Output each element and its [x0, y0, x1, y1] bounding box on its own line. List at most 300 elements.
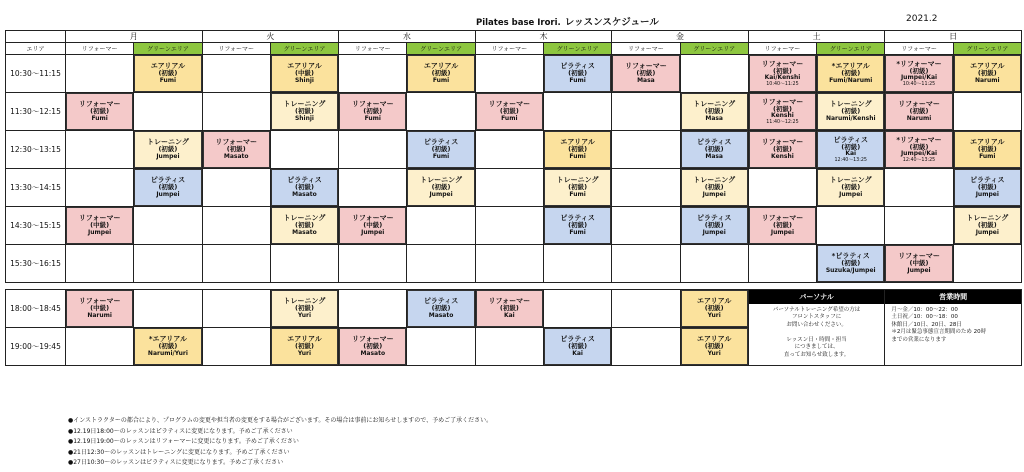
schedule-cell [680, 245, 748, 283]
lesson-block [407, 131, 474, 168]
lesson-instructor: Jumpei [88, 228, 112, 236]
lesson-instructor: Kai/Kenshi [764, 74, 801, 82]
lesson-block [407, 290, 474, 327]
lesson-name: *リフォーマー [896, 59, 942, 68]
schedule-cell [817, 169, 885, 207]
lesson-name: リフォーマー [351, 214, 394, 223]
personal-box [748, 290, 885, 366]
schedule-cell [339, 55, 407, 93]
lesson-block [134, 55, 201, 92]
lesson-level: (初級) [704, 221, 724, 230]
lesson-level: (初級) [909, 107, 929, 116]
schedule-cell [817, 55, 885, 93]
lesson-name: リフォーマー [78, 297, 121, 306]
lesson-block [66, 290, 133, 327]
lesson-level: (初級) [977, 221, 997, 230]
lesson-name: リフォーマー [898, 100, 940, 109]
personal-line [751, 329, 883, 336]
lesson-block [681, 93, 748, 130]
lesson-instructor: Narumi [906, 114, 932, 122]
lesson-name: エアリアル [423, 62, 459, 71]
lesson-block [544, 207, 611, 244]
schedule-cell [407, 207, 475, 245]
lesson-name: エアリアル [970, 138, 1005, 147]
schedule-cell [680, 55, 748, 93]
lesson-level: (中級) [295, 69, 314, 78]
area-green: グリーンエリア [817, 43, 885, 55]
lesson-instructor: Fumi [432, 152, 450, 160]
lesson-instructor: Masato [428, 311, 454, 319]
area-reformer: リフォーマー [202, 43, 270, 55]
corner-cell [6, 31, 66, 43]
time-label: 18:00〜18:45 [6, 290, 66, 328]
lesson-block [817, 55, 884, 92]
schedule-cell [339, 328, 407, 366]
lesson-name: ピラティス [696, 138, 732, 147]
schedule-cell [748, 55, 816, 93]
lesson-level: (初級) [841, 69, 861, 78]
lesson-level: (中級) [363, 221, 383, 230]
schedule-cell [543, 328, 611, 366]
time-row [6, 131, 1022, 169]
day-header: 土 [748, 31, 885, 43]
lesson-block [476, 290, 543, 327]
area-reformer: リフォーマー [66, 43, 134, 55]
time-row [6, 169, 1022, 207]
lesson-level: (初級) [704, 304, 724, 313]
lesson-instructor: Jumpei [839, 190, 863, 198]
lesson-instructor: Fumi [569, 190, 586, 198]
schedule-cell [66, 131, 134, 169]
lesson-block [681, 207, 748, 244]
lesson-level: (初級) [568, 145, 588, 154]
lesson-name: ピラティス [287, 176, 322, 185]
lesson-block [134, 131, 201, 168]
schedule-cell [134, 290, 202, 328]
schedule-cell [339, 290, 407, 328]
lesson-name: リフォーマー [898, 252, 940, 261]
lesson-instructor: Fumi [91, 114, 108, 122]
schedule-cell [202, 245, 270, 283]
lesson-name: リフォーマー [761, 59, 804, 68]
lesson-level: (初級) [295, 342, 314, 351]
schedule-cell [66, 169, 134, 207]
lesson-instructor: Kai [503, 311, 515, 319]
lesson-instructor: Masa [705, 152, 723, 160]
schedule-cell [817, 131, 885, 169]
area-green: グリーンエリア [953, 43, 1021, 55]
lesson-instructor: Narumi [974, 76, 1000, 84]
area-label: エリア [6, 43, 66, 55]
schedule-cell [339, 207, 407, 245]
schedule-cell [953, 245, 1021, 283]
lesson-instructor: Shinji [294, 114, 314, 122]
lesson-instructor: Masato [292, 228, 317, 236]
lesson-level: (初級) [431, 304, 451, 313]
area-reformer: リフォーマー [475, 43, 543, 55]
lesson-instructor: Fumi [501, 114, 518, 122]
lesson-block [203, 131, 270, 168]
lesson-instructor: Fumi [364, 114, 381, 122]
day-header: 金 [612, 31, 749, 43]
lesson-name: リフォーマー [625, 62, 667, 71]
lesson-block [66, 93, 133, 130]
lesson-level: (初級) [363, 342, 383, 351]
area-reformer: リフォーマー [748, 43, 816, 55]
personal-line: 直ってお知らせ致します。 [783, 351, 850, 358]
lesson-name: リフォーマー [351, 100, 394, 109]
lesson-instructor: Jumpei [156, 190, 180, 198]
schedule-cell [612, 245, 680, 283]
schedule-cell [612, 55, 680, 93]
lesson-name: エアリアル [150, 62, 186, 71]
schedule-cell [475, 328, 543, 366]
schedule-cell [407, 131, 475, 169]
schedule-cell [885, 207, 953, 245]
lesson-level: (初級) [568, 221, 588, 230]
lesson-level: (初級) [295, 304, 314, 313]
lesson-level: (初級) [158, 342, 178, 351]
personal-line: につきましては、 [794, 344, 839, 351]
lesson-name: *エアリアル [148, 335, 187, 344]
lesson-instructor: Narumi/Yuri [147, 349, 188, 357]
lesson-instructor: Shinji [294, 76, 314, 84]
schedule-title: Pilates base Irori. レッスンスケジュール [476, 17, 659, 28]
lesson-name: エアリアル [696, 297, 732, 306]
lesson-level: (初級) [90, 107, 110, 116]
schedule-cell [270, 207, 338, 245]
lesson-instructor: Jumpei [975, 228, 999, 236]
lesson-block [885, 55, 952, 92]
schedule-cell [270, 55, 338, 93]
lesson-instructor: Jumpei [975, 190, 999, 198]
lesson-level: (初級) [772, 66, 792, 75]
time-row [6, 290, 1022, 328]
schedule-cell [407, 169, 475, 207]
gap-cell [6, 283, 1022, 290]
lesson-level: (初級) [772, 104, 792, 113]
time-row [6, 93, 1022, 131]
schedule-cell [543, 169, 611, 207]
lesson-instructor: Suzuka/Jumpei [825, 266, 876, 274]
lesson-level: (初級) [841, 183, 861, 192]
schedule-cell [270, 328, 338, 366]
schedule-cell [612, 207, 680, 245]
area-reformer: リフォーマー [612, 43, 680, 55]
lesson-block [954, 207, 1021, 244]
area-header-row [6, 43, 1022, 55]
lesson-instructor: Jumpei [702, 190, 726, 198]
lesson-level: (初級) [431, 69, 451, 78]
day-header: 水 [339, 31, 476, 43]
day-header: 月 [66, 31, 203, 43]
lesson-level: (初級) [841, 107, 861, 116]
lesson-level: (初級) [704, 342, 724, 351]
lesson-instructor: Yuri [707, 349, 721, 357]
lesson-name: トレーニング [420, 176, 462, 185]
schedule-cell [885, 245, 953, 283]
lesson-name: リフォーマー [351, 335, 394, 344]
lesson-level: (初級) [431, 183, 451, 192]
lesson-name: リフォーマー [761, 138, 804, 147]
lesson-instructor: Kai [572, 349, 583, 357]
lesson-name: トレーニング [146, 138, 189, 147]
note-line: ●12.19日18:00〜のレッスンはピラティスに変更になります。予めご了承ください [68, 427, 293, 435]
lesson-block [681, 328, 748, 365]
schedule-cell [407, 55, 475, 93]
lesson-level: (中級) [90, 221, 110, 230]
schedule-cell [475, 93, 543, 131]
schedule-cell [202, 131, 270, 169]
lesson-block [817, 169, 884, 206]
lesson-level: (初級) [295, 107, 314, 116]
lesson-instructor: Jumpei/Kai [900, 74, 938, 82]
schedule-cell [953, 55, 1021, 93]
lesson-level: (初級) [977, 145, 997, 154]
lesson-name: ピラティス [423, 297, 459, 306]
lesson-level: (初級) [499, 107, 519, 116]
schedule-cell [134, 131, 202, 169]
area-green: グリーンエリア [134, 43, 202, 55]
lesson-name: トレーニング [556, 176, 599, 185]
lesson-name: エアリアル [970, 62, 1005, 71]
day-header: 火 [202, 31, 339, 43]
lesson-level: (初級) [841, 259, 861, 268]
lesson-level: (中級) [90, 304, 110, 313]
lesson-instructor: Narumi/Kenshi [825, 114, 876, 122]
lesson-block [271, 207, 338, 244]
schedule-cell [475, 131, 543, 169]
area-reformer: リフォーマー [885, 43, 953, 55]
note-line: ●27日10:30〜のレッスンはピラティスに変更になります。予めご了承ください [68, 459, 284, 466]
time-row [6, 245, 1022, 283]
time-label: 14:30〜15:15 [6, 207, 66, 245]
hours-box [885, 290, 1022, 366]
schedule-cell [953, 93, 1021, 131]
schedule-cell [202, 290, 270, 328]
schedule-cell [66, 245, 134, 283]
lesson-instructor: Fumi/Narumi [829, 76, 873, 84]
lesson-name: ピラティス [560, 335, 595, 344]
lesson-name: エアリアル [287, 335, 322, 344]
lesson-name: トレーニング [966, 214, 1009, 223]
lesson-instructor: Masato [292, 190, 317, 198]
schedule-cell [66, 328, 134, 366]
personal-line: パーソナルトレーニング希望の方は [772, 307, 861, 313]
lesson-level: (初級) [909, 142, 929, 151]
lesson-instructor: Masa [637, 76, 655, 84]
schedule-cell [475, 290, 543, 328]
hours-line: 月〜金／10：00〜22：00 [891, 307, 958, 313]
time-label: 12:30〜13:15 [6, 131, 66, 169]
lesson-instructor: Yuri [297, 311, 312, 319]
lesson-block [66, 207, 133, 244]
schedule-cell [680, 290, 748, 328]
lesson-instructor: Masato [360, 349, 386, 357]
schedule-cell [953, 207, 1021, 245]
lesson-time-note: 10:40〜11:25 [766, 81, 799, 87]
lesson-block [339, 328, 406, 365]
lesson-block [885, 93, 952, 130]
lesson-name: ピラティス [970, 176, 1005, 185]
lesson-name: ピラティス [560, 214, 595, 223]
lesson-name: リフォーマー [761, 97, 804, 106]
lesson-block [271, 290, 338, 327]
personal-text [749, 304, 885, 362]
lesson-block [954, 55, 1021, 92]
area-green: グリーンエリア [270, 43, 338, 55]
lesson-block [749, 93, 816, 130]
lesson-name: ピラティス [833, 135, 868, 144]
hours-line: 休館日／10日、20日、28日 [891, 321, 962, 328]
lesson-instructor: Jumpei [702, 228, 726, 236]
hours-line: 土日祝／10：00〜18：00 [891, 314, 958, 321]
lesson-level: (初級) [226, 145, 246, 154]
lesson-block [681, 131, 748, 168]
lesson-name: エアリアル [287, 62, 322, 71]
personal-line: フロントスタッフに [791, 314, 842, 321]
time-label: 13:30〜14:15 [6, 169, 66, 207]
schedule-cell [680, 207, 748, 245]
area-reformer: リフォーマー [339, 43, 407, 55]
time-label: 19:00〜19:45 [6, 328, 66, 366]
time-label: 15:30〜16:15 [6, 245, 66, 283]
lesson-name: トレーニング [283, 100, 326, 109]
hours-title: 営業時間 [885, 290, 1021, 304]
lesson-level: (初級) [977, 69, 997, 78]
schedule-cell [66, 55, 134, 93]
lesson-block [749, 131, 816, 168]
lesson-level: (初級) [568, 183, 588, 192]
schedule-cell [270, 131, 338, 169]
schedule-cell [543, 93, 611, 131]
schedule-cell [270, 169, 338, 207]
area-green: グリーンエリア [543, 43, 611, 55]
lesson-level: (初級) [158, 145, 178, 154]
schedule-cell [66, 93, 134, 131]
schedule-cell [202, 93, 270, 131]
area-green: グリーンエリア [680, 43, 748, 55]
lesson-block [544, 169, 611, 206]
lesson-instructor: Kai [845, 150, 857, 158]
lesson-instructor: Fumi [979, 152, 996, 160]
schedule-cell [475, 55, 543, 93]
lesson-block [954, 131, 1021, 168]
lesson-instructor: Jumpei [770, 228, 795, 236]
lesson-block [339, 93, 406, 130]
lesson-level: (初級) [158, 69, 178, 78]
lesson-instructor: Jumpei/Kai [900, 150, 938, 158]
schedule-cell [270, 93, 338, 131]
lesson-instructor: Fumi [569, 228, 586, 236]
hours-line: ＊2月は緊急事態宣言期間のため 20時 [891, 329, 987, 336]
lesson-level: (初級) [841, 142, 861, 151]
schedule-cell [748, 169, 816, 207]
lesson-level: (初級) [909, 66, 929, 75]
day-header: 木 [475, 31, 612, 43]
lesson-block [817, 131, 884, 168]
time-row [6, 207, 1022, 245]
lesson-block [544, 55, 611, 92]
time-label: 11:30〜12:15 [6, 93, 66, 131]
lesson-block [885, 245, 952, 282]
schedule-cell [612, 131, 680, 169]
schedule-cell [134, 55, 202, 93]
schedule-cell [748, 245, 816, 283]
lesson-instructor: Yuri [297, 349, 312, 357]
schedule-cell [543, 245, 611, 283]
lesson-block [271, 328, 338, 365]
lesson-name: リフォーマー [215, 138, 258, 147]
lesson-instructor: Fumi [432, 76, 450, 84]
schedule-cell [612, 290, 680, 328]
lesson-level: (初級) [704, 107, 724, 116]
schedule-cell [475, 245, 543, 283]
lesson-name: リフォーマー [488, 297, 531, 306]
area-green: グリーンエリア [407, 43, 475, 55]
schedule-cell [817, 93, 885, 131]
personal-title: パーソナル [749, 290, 885, 304]
schedule-cell [612, 169, 680, 207]
lesson-name: トレーニング [693, 100, 736, 109]
lesson-level: (初級) [363, 107, 383, 116]
schedule-cell [680, 93, 748, 131]
lesson-level: (初級) [431, 145, 451, 154]
lesson-block [134, 328, 201, 365]
schedule-cell [202, 328, 270, 366]
schedule-cell [748, 207, 816, 245]
lesson-block [339, 207, 406, 244]
schedule-date: 2021.2 [906, 14, 938, 24]
lesson-instructor: Kenshi [771, 112, 794, 120]
schedule-cell [66, 290, 134, 328]
lesson-instructor: Fumi [569, 76, 586, 84]
schedule-cell [339, 93, 407, 131]
lesson-instructor: Kenshi [771, 152, 794, 160]
lesson-instructor: Yuri [707, 311, 721, 319]
schedule-cell [202, 169, 270, 207]
lesson-name: ピラティス [150, 176, 186, 185]
lesson-name: *エアリアル [831, 62, 870, 71]
lesson-block [749, 55, 816, 92]
schedule-cell [407, 328, 475, 366]
lesson-time-note: 11:40〜12:25 [766, 119, 799, 125]
lesson-instructor: Jumpei [429, 190, 453, 198]
lesson-name: ピラティス [696, 214, 732, 223]
lesson-name: リフォーマー [78, 214, 121, 223]
schedule-cell [407, 290, 475, 328]
lesson-block [407, 55, 474, 92]
schedule-cell [953, 169, 1021, 207]
schedule-cell [543, 55, 611, 93]
lesson-block [476, 93, 543, 130]
schedule-cell [475, 207, 543, 245]
lesson-name: ピラティス [423, 138, 459, 147]
lesson-block [134, 169, 201, 206]
schedule-cell [885, 55, 953, 93]
lesson-block [612, 55, 679, 92]
section-gap [6, 283, 1022, 290]
schedule-cell [202, 55, 270, 93]
lesson-level: (初級) [772, 221, 792, 230]
schedule-cell [817, 207, 885, 245]
schedule-cell [885, 93, 953, 131]
lesson-level: (初級) [295, 183, 314, 192]
schedule-cell [612, 93, 680, 131]
lesson-instructor: Fumi [159, 76, 177, 84]
lesson-block [817, 245, 884, 282]
lesson-level: (初級) [158, 183, 178, 192]
